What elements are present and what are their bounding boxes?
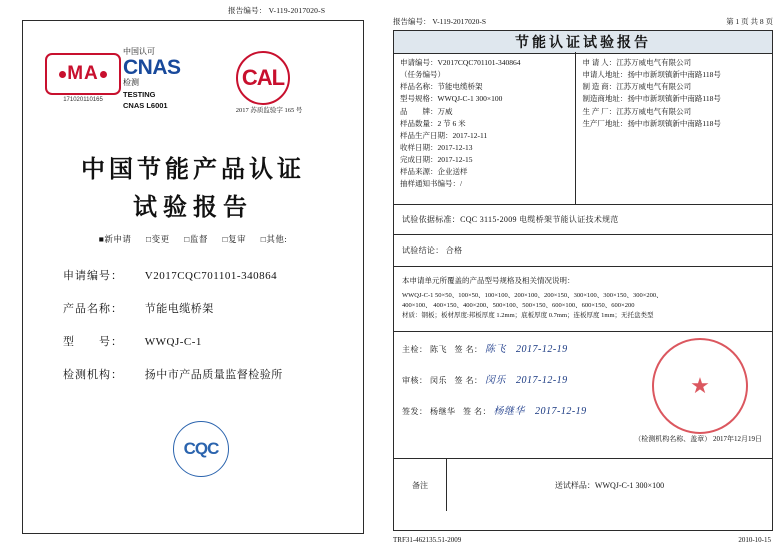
info-grid xyxy=(394,52,772,205)
info-row xyxy=(400,166,569,178)
info-row xyxy=(400,118,569,130)
standard-row: 试验依据标准：CQC 3115-2009 电缆桥架节能认证技术规范 xyxy=(394,205,772,235)
report-table xyxy=(393,52,773,531)
info-key: 抽样通知书编号： xyxy=(400,179,460,189)
star-icon: ★ xyxy=(690,373,710,399)
info-value: 万威 xyxy=(437,106,453,116)
info-value: 2017-12-13 xyxy=(437,142,473,152)
cover-title-line1: 中国节能产品认证 xyxy=(81,157,305,183)
signature-name: 闵乐 xyxy=(430,376,447,386)
cnas-cn-line2: 检测 xyxy=(123,78,139,87)
ma-mark-icon xyxy=(45,53,121,95)
field-testing-organization-value: 扬中市产品质量监督检验所 xyxy=(144,369,283,381)
info-value: 江苏万威电气有限公司 xyxy=(616,82,692,92)
cover-title-line2: 试验报告 xyxy=(133,195,253,221)
cnas-accreditation-number: CNAS L6001 xyxy=(123,101,168,111)
info-value: 扬中市新坝镇新中南路118号 xyxy=(627,118,721,128)
cover-frame xyxy=(22,20,364,534)
info-value: 节能电缆桥架 xyxy=(437,82,483,92)
info-value: / xyxy=(460,179,463,189)
field-application-number-value: V2017CQC701101-340864 xyxy=(144,270,278,282)
cnas-cn-line1: 中国认可 xyxy=(123,47,155,56)
cnas-wordmark: CNAS xyxy=(123,56,181,79)
field-product-name-label: 产品名称： xyxy=(63,303,123,315)
info-key: 生产厂地址： xyxy=(582,118,628,128)
cqc-logo xyxy=(173,421,233,481)
info-key: 样品数量： xyxy=(400,118,438,128)
field-testing-organization xyxy=(63,366,343,382)
checkbox-review[interactable]: □复审 xyxy=(222,234,247,244)
checkbox-other[interactable]: □其他: xyxy=(260,234,288,244)
info-row xyxy=(400,130,569,142)
right-report-code: 报告编号： V-119-2017020-S xyxy=(393,17,486,26)
scope-title: 本申请单元所覆盖的产品型号规格及相关情况说明： xyxy=(402,276,575,285)
report-title: 节能认证试验报告 xyxy=(393,30,773,54)
signature-date: 2017-12-19 xyxy=(535,406,587,418)
right-footer xyxy=(393,536,771,544)
scope-line: 400×100、 400×150、400×200、500×100、500×150、600×100、600×150、600×200 xyxy=(402,302,635,310)
info-key: 制 造 商： xyxy=(582,82,617,92)
scope-section xyxy=(394,267,772,332)
info-row xyxy=(582,93,766,105)
checkbox-change[interactable]: □变更 xyxy=(145,234,170,244)
field-application-number xyxy=(63,267,343,283)
info-row xyxy=(400,142,569,154)
right-header xyxy=(393,16,773,27)
info-value: 企业送样 xyxy=(437,167,468,177)
info-row xyxy=(582,57,766,69)
info-value: V2017CQC701101-340864 xyxy=(437,58,521,67)
left-report-code: 报告编号： V-119-2017020-S xyxy=(228,6,326,15)
info-key: 制造商地址： xyxy=(582,94,628,104)
signature-handwriting: 陈飞 xyxy=(485,344,506,356)
info-value: 2017-12-11 xyxy=(452,130,488,140)
info-value: 扬中市新坝镇新中南路118号 xyxy=(627,94,721,104)
signature-section xyxy=(394,332,772,459)
field-model-value: WWQJ-C-1 xyxy=(144,336,202,348)
info-row xyxy=(400,93,569,105)
field-product-name xyxy=(63,300,343,316)
info-key: 申请人地址： xyxy=(582,70,628,80)
info-key: 完成日期： xyxy=(400,155,438,165)
footer-form-code: TRF31-462135.51-2009 xyxy=(393,536,462,544)
info-key: 品 牌： xyxy=(400,106,438,116)
seal-note: （检测机构名称、盖章） 2017年12月19日 xyxy=(634,434,762,443)
field-model-label: 型 号： xyxy=(63,336,123,348)
info-row xyxy=(400,57,569,69)
right-page xyxy=(385,0,780,555)
checkbox-supervision[interactable]: □监督 xyxy=(184,234,208,244)
info-value: 江苏万威电气有限公司 xyxy=(616,106,692,116)
info-key: （任务编号） xyxy=(400,70,445,80)
scope-line: 材质：钢板；板材厚度:邦板厚度 1.2mm；底板厚度 0.7mm；连板厚度 1mm；无托盘类型 xyxy=(402,312,654,320)
conclusion-row: 试验结论： 合格 xyxy=(394,235,772,267)
info-value: 扬中市新坝镇新中南路118号 xyxy=(627,70,721,80)
signature-date: 2017-12-19 xyxy=(516,344,568,356)
left-page xyxy=(0,0,375,555)
ma-code: 171020110165 xyxy=(63,97,103,103)
checkbox-new-application[interactable]: ■新申请 xyxy=(98,234,132,244)
info-key: 申请编号： xyxy=(400,58,438,67)
field-product-name-value: 节能电缆桥架 xyxy=(144,303,214,315)
info-value: 江苏万威电气有限公司 xyxy=(616,58,692,67)
info-key: 生 产 厂： xyxy=(582,106,617,116)
signature-sign-label: 签 名： xyxy=(454,376,483,386)
signature-label: 签发： xyxy=(402,407,428,417)
info-column-sample xyxy=(394,52,576,204)
page-number: 第 1 页 共 8 页 xyxy=(726,17,773,26)
info-row xyxy=(582,106,766,118)
info-row xyxy=(582,69,766,81)
scope-line: WWQJ-C-1 50×50、100×50、100×100、200×100、200×150、300×100、300×150、300×200、 xyxy=(402,292,663,299)
signature-name: 杨继华 xyxy=(430,407,456,417)
signature-handwriting: 闵乐 xyxy=(485,375,506,387)
official-seal-stamp xyxy=(652,338,748,434)
info-key: 收样日期： xyxy=(400,142,438,152)
cnas-testing-label: TESTING xyxy=(123,90,156,99)
signature-sign-label: 签 名： xyxy=(454,345,483,355)
info-key: 申 请 人： xyxy=(582,58,617,67)
signature-date: 2017-12-19 xyxy=(516,375,568,387)
remark-row xyxy=(394,459,772,511)
footer-date: 2010-10-15 xyxy=(738,536,771,544)
cnas-logo xyxy=(123,47,215,111)
info-row xyxy=(400,69,569,81)
ma-mark-text: MA xyxy=(67,63,99,84)
info-key: 样品来源： xyxy=(400,167,438,177)
signature-label: 主检： xyxy=(402,345,428,355)
field-model xyxy=(63,333,343,349)
info-value: 2017-12-15 xyxy=(437,155,473,165)
cal-mark-text: CAL xyxy=(241,65,285,90)
field-testing-organization-label: 检测机构： xyxy=(63,369,123,381)
signature-handwriting: 杨继华 xyxy=(493,406,525,418)
cal-code: 2017 苏质监验字 165 号 xyxy=(235,107,303,114)
field-application-number-label: 申请编号： xyxy=(63,270,123,282)
info-row xyxy=(400,81,569,93)
info-row xyxy=(400,178,569,190)
info-row xyxy=(582,118,766,130)
info-row xyxy=(400,154,569,166)
logo-row xyxy=(23,43,363,115)
ma-logo xyxy=(45,53,117,103)
application-type-checkboxes xyxy=(23,233,363,245)
cal-logo xyxy=(229,49,303,114)
info-row xyxy=(400,106,569,118)
signature-name: 陈飞 xyxy=(430,345,447,355)
signature-label: 审核： xyxy=(402,376,428,386)
remark-value: 送试样品：WWQJ-C-1 300×100 xyxy=(554,480,665,490)
cover-fields xyxy=(63,267,343,399)
info-column-applicant xyxy=(576,52,772,204)
cal-mark-icon xyxy=(236,51,290,105)
remark-label: 备注 xyxy=(394,459,447,511)
info-value: 2 节 6 米 xyxy=(437,118,466,128)
info-row xyxy=(582,81,766,93)
info-key: 型号规格： xyxy=(400,94,438,104)
cqc-mark-icon: CQC xyxy=(173,421,229,477)
info-value: WWQJ-C-1 300×100 xyxy=(437,94,503,104)
signature-sign-label: 签 名： xyxy=(463,407,491,417)
info-key: 样品生产日期： xyxy=(400,130,453,140)
info-key: 样品名称： xyxy=(400,82,438,92)
